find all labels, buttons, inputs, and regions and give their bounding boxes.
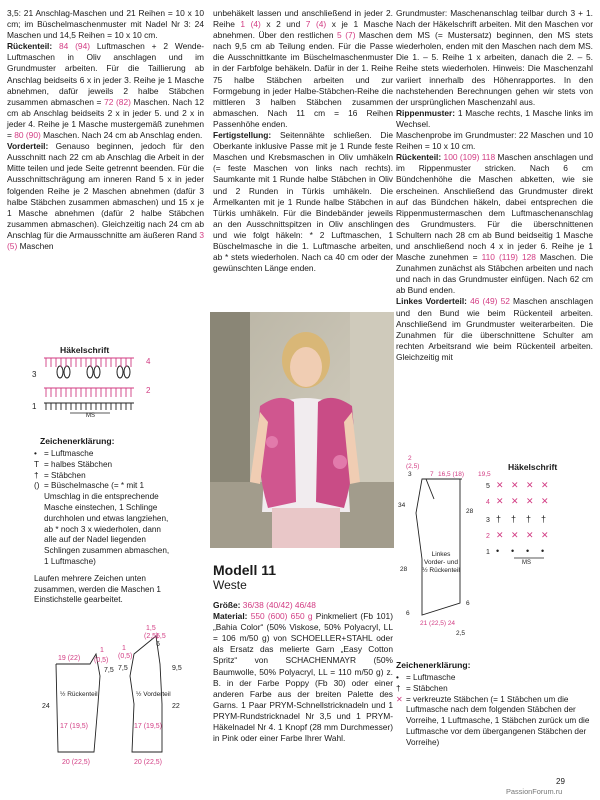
left-legend	[34, 449, 170, 606]
svg-text:20 (22,5): 20 (22,5)	[62, 759, 91, 766]
svg-text:21 (22,5) 24: 21 (22,5) 24	[420, 620, 456, 627]
svg-text:†: †	[496, 514, 502, 524]
row-1-label: 1	[32, 402, 37, 411]
svg-text:3: 3	[486, 517, 490, 524]
svg-text:(0,5): (0,5)	[118, 653, 133, 660]
model-subtitle: Weste	[213, 578, 247, 592]
svg-text:20 (22,5): 20 (22,5)	[134, 759, 163, 766]
rib-pattern-paragraph: Rippenmuster: 1 Masche rechts, 1 Masche links im Wechsel.	[396, 107, 594, 129]
svg-text:19 (22): 19 (22)	[58, 655, 81, 662]
left-crochet-chart	[30, 355, 160, 417]
model-title: Modell 11	[213, 562, 277, 578]
svg-text:4: 4	[486, 499, 490, 506]
size-line: Größe: 36/38 (40/42) 46/48	[213, 600, 316, 610]
svg-text:6: 6	[406, 610, 410, 617]
right-column-text	[396, 8, 593, 363]
svg-text:✕: ✕	[541, 480, 549, 490]
legend-item-bobble: () = Büschelmasche (= * mit 1 Umschlag in die entsprechende Masche einstechen, 1 Schlinge durchholen und etwas langziehen, ab * noch 3 x wiederholen, dann alle auf der Nadel liegenden Schlingen zusammen abmaschen, 1 Luftmasche)	[34, 481, 170, 566]
svg-text:†: †	[511, 514, 517, 524]
svg-text:7,5: 7,5	[118, 665, 128, 672]
svg-text:†: †	[541, 514, 547, 524]
legend-item-chain: • = Luftmasche	[34, 449, 94, 458]
front-piece-paragraph: Vorderteil: Genauso beginnen, jedoch für den Ausschnitt nach 22 cm ab Anschlag die Arbeit in der Mitte teilen und jede Seite getrennt beenden. Für die Ausschnittschrägung am inneren Rand 5 x in jeder folgenden Reihe je 2 Maschen abnehmen (dafür 3 halbe Stäbchen zusammen abmaschen) und 15 x je 1 Masche abnehmen (dafür 2 halbe Stäbchen zusammen abmaschen). Gleichzeitig nach 24 cm ab Anschlag für die Armausschnitte am äußeren Rand 3 (5) Maschen	[7, 141, 205, 251]
row-4-label: 4	[146, 357, 151, 366]
back-half-label: ½ Rückenteil	[60, 691, 98, 698]
svg-text:16,5 (18): 16,5 (18)	[438, 471, 465, 478]
svg-text:✕: ✕	[526, 480, 534, 490]
right-chart-title: Häkelschrift	[508, 462, 558, 472]
gauge-paragraph-right: Maschenprobe im Grundmuster: 22 Maschen und 10 Reihen = 10 x 10 cm.	[396, 130, 593, 152]
model-photo	[210, 312, 394, 548]
basic-pattern-paragraph: Grundmuster: Maschenanschlag teilbar durch 3 + 1. Nach der Häkelschrift arbeiten. Mit den Maschen vor dem MS (= Mustersatz) beginnen, den MS stets wiederholen, enden mit den Maschen nach dem MS. Die 1. – 5. Reihe 1 x arbeiten, danach die 2. – 5. Reihe stets wiederholen. Hinweis: Die Maschenzahl variiert innerhalb des Höhenrapportes. In den nachstehenden Berechnungen gehen wir stets von der ursprünglichen Maschenzahl aus.	[396, 8, 593, 107]
svg-text:✕: ✕	[496, 530, 504, 540]
material-paragraph: Material: 550 (600) 650 g Pinkmeliert (Fb 101) „Bahia Color“ (50% Viskose, 50% Polyacryl, LL = 106 m/50 g) von SCHOELLER+STAHL oder als Ersatz das melierte Garn „Easy Cotton Spritz“ von SCHACHENMAYR (50% Baumwolle, 50% Polyacryl, LL = 110 m/50 g) z. B. in der Farbe Poppy (Fb 30) oder einer anderen Farbe aus der breiten Palette des Garns. 1 Paar PRYM-Schnellstricknadeln und 1 PRYM-Rundstricknadel Nr 3,5 und 1 PRYM-Häkelnadel Nr 4. 1 Knopf (28 mm Durchmesser) in Pink oder einer Farbe Ihrer Wahl.	[213, 611, 393, 744]
row-3-label: 3	[32, 370, 37, 379]
legend-item-dc: † = Stäbchen	[34, 470, 86, 480]
middle-column-text	[213, 8, 393, 274]
back-half-outline	[56, 654, 100, 752]
finishing-paragraph: Fertigstellung: Seitennähte schließen. Die Oberkante inklusive Passe mit je 1 Runde feste Maschen und Krebsmaschen in Oliv umhäkeln (= feste Maschen von links nach rechts). Saumkante mit 1 Runde halbe Stäbchen in Oliv und 2 Runden in Türkis umhäkeln. Die Ärmelkanten mit je 1 Runde halbe Stäbchen in Türkis umhäkeln. Für die Bindebänder jeweils an den Ausschnittspitzen in Oliv anschlingen und wie folgt häkeln: * 2 Luftmaschen, 1 Büschelmasche in die 1. Luftmasche arbeiten, ab * stets wiederholen. Nach ca 40 cm oder der gewünschten Länge enden.	[213, 130, 393, 274]
gauge-paragraph: 3,5: 21 Anschlag-Maschen und 21 Reihen = 10 x 10 cm; im Büschelmaschenmuster mit Nadel Nr 3: 24 Maschen und 14,5 Reihen = 10 x 10 cm.	[7, 8, 204, 41]
svg-text:17 (19,5): 17 (19,5)	[60, 723, 89, 730]
svg-text:✕: ✕	[541, 496, 549, 506]
svg-text:MS: MS	[522, 560, 531, 566]
svg-text:•: •	[526, 546, 530, 556]
right-crochet-chart	[484, 476, 564, 566]
right-legend	[396, 673, 592, 749]
svg-text:(0,5): (0,5)	[94, 657, 109, 664]
svg-text:9,5: 9,5	[172, 665, 182, 672]
svg-text:1: 1	[122, 645, 126, 652]
left-chart-ms: MS	[86, 413, 95, 417]
svg-text:3: 3	[408, 471, 412, 478]
footer-watermark: PassionForum.ru	[506, 787, 563, 796]
svg-text:5: 5	[486, 483, 490, 490]
page-number: 29	[556, 777, 565, 786]
svg-text:(2,5): (2,5)	[406, 463, 420, 470]
left-legend-title: Zeichenerklärung:	[40, 436, 115, 446]
left-front-paragraph: Linkes Vorderteil: 46 (49) 52 Maschen anschlagen und den Bund wie beim Rückenteil arbeiten. Anschließend im Grundmuster weiterarbeiten. Die Zunahmen für die überschnittene Schulter am rechten Arbeitsrand wie beim Rückenteil arbeiten. Gleichzeitig mit	[396, 296, 593, 362]
svg-text:✕: ✕	[511, 496, 519, 506]
right-legend-chain: • = Luftmasche	[396, 673, 456, 682]
right-legend-title: Zeichenerklärung:	[396, 660, 471, 670]
svg-text:†: †	[526, 514, 532, 524]
front-half-label: ½ Vorderteil	[136, 691, 171, 698]
svg-text:✕: ✕	[511, 480, 519, 490]
svg-text:7,5: 7,5	[104, 667, 114, 674]
svg-text:✕: ✕	[526, 530, 534, 540]
svg-text:19,5: 19,5	[478, 471, 491, 478]
armhole-paragraph: unbehäkelt lassen und anschließend in jeder 2. Reihe 1 (4) x 2 und 7 (4) x je 1 Masche abnehmen. Über den restlichen 5 (7) Maschen nach 9,5 cm ab Teilung enden. Für die Passe die Ausschnittkante im Büschelmaschenmuster in der Farbfolge behäkeln. Dafür in der 1. Reihe 75 halbe Stäbchen arbeiten und zur Formgebung in jeder Halbe-Stäbchen-Reihe die mittleren 3 halben Stäbchen zusammen abmaschen. Nach 11 cm = 16 Reihen Passenhöhe enden.	[213, 8, 394, 129]
svg-text:6: 6	[156, 641, 160, 648]
svg-text:✕: ✕	[496, 496, 504, 506]
svg-text:✕: ✕	[511, 530, 519, 540]
svg-text:28: 28	[466, 508, 474, 515]
svg-text:28: 28	[400, 566, 408, 573]
legend-note: Laufen mehrere Zeichen unten zusammen, werden die Maschen 1 Einstichstelle gearbeitet.	[34, 573, 161, 605]
svg-text:✕: ✕	[541, 530, 549, 540]
right-legend-dc: † = Stäbchen	[396, 683, 448, 693]
row-2-label: 2	[146, 386, 151, 395]
svg-text:•: •	[496, 546, 500, 556]
back-paragraph-right: Rückenteil: 100 (109) 118 Maschen anschlagen und im Rippenmuster stricken. Nach 6 cm Bündchenhöhe die Maschen abketten, wie sie erscheinen. Anschließend das Grundmuster direkt auf das Bündchen häkeln, dabei entsprechen die Rippenmustermaschen dem Luftmaschenanschlag des Grundmusters. Für die überschnittenen Schultern nach 28 cm ab Bund beidseitig 1 Masche und anschließend noch 4 x in jeder 6. Reihe je 1 Masche zunehmen = 110 (119) 128 Maschen. Die Zunahmen zunächst als Stäbchen arbeiten und nach und nach in das Grundmuster einfügen. Nach 62 cm ab Bund enden.	[396, 152, 594, 296]
svg-text:34: 34	[398, 502, 406, 509]
svg-text:6: 6	[466, 600, 470, 607]
chart-row-3-bobbles	[57, 366, 130, 378]
svg-text:2: 2	[408, 455, 412, 462]
svg-text:2,5: 2,5	[456, 630, 466, 637]
left-chart-title: Häkelschrift	[60, 345, 110, 355]
svg-text:✕: ✕	[496, 480, 504, 490]
back-piece-paragraph: Rückenteil: 84 (94) Luftmaschen + 2 Wende-Luftmaschen in Oliv anschlagen und im Grundmuster arbeiten. Für die Taillierung ab Anschlag beidseits 6 x in jeder 3. Reihe je 1 Masche abnehmen, dafür jeweils 2 halbe Stäbchen zusammen abmaschen = 72 (82) Maschen. Nach 12 cm ab Anschlag beidseits 2 x in jeder 5. und 2 x in jeder 4. Reihe je 1 Masche mustergemäß zunehmen = 80 (90) Maschen. Nach 24 cm ab Anschlag enden.	[7, 41, 205, 141]
middle-materials-text	[213, 600, 393, 744]
right-legend-crossed: ✕ = verkreuzte Stäbchen (= 1 Stäbchen um die Luftmasche nach dem folgenden Stäbchen der Vorreihe, 1 Luftmasche, 1 Stäbchen zurück um die Luftmasche vor dem übergangenen Stäbchen der Vorreihe)	[396, 694, 590, 747]
right-schematic: 2 (2,5) 3 7 16,5 (18) 19,5 34 28 28 6 6 Linkes Vorder- und ½ Rückenteil 21 (22,5) 24 2,5	[398, 455, 491, 637]
left-schematic	[38, 624, 203, 782]
svg-text:2: 2	[486, 533, 490, 540]
svg-text:•: •	[541, 546, 545, 556]
svg-text:22: 22	[172, 703, 180, 710]
svg-text:1: 1	[486, 549, 490, 556]
svg-text:7: 7	[430, 471, 434, 478]
svg-text:(2,5): (2,5)	[144, 633, 159, 640]
svg-text:1: 1	[100, 647, 104, 654]
svg-text:24: 24	[42, 703, 50, 710]
svg-text:✕: ✕	[526, 496, 534, 506]
legend-item-half-dc: T = halbes Stäbchen	[34, 459, 113, 469]
svg-text:1,5: 1,5	[146, 625, 156, 632]
svg-text:5,5: 5,5	[156, 633, 166, 640]
svg-text:•: •	[511, 546, 515, 556]
svg-text:17 (19,5): 17 (19,5)	[134, 723, 163, 730]
left-column-text	[7, 8, 204, 252]
